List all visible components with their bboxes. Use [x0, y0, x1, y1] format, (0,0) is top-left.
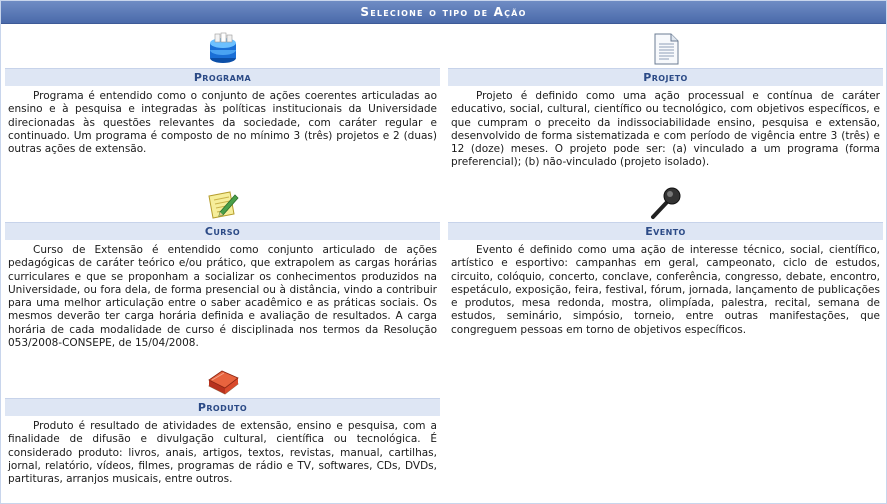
- action-evento[interactable]: [448, 182, 883, 337]
- action-title[interactable]: Projeto: [448, 68, 883, 86]
- action-title[interactable]: Produto: [5, 398, 440, 416]
- microphone-icon[interactable]: [448, 182, 883, 220]
- action-curso[interactable]: [5, 182, 440, 350]
- action-description: Curso de Extensão é entendido como conjunto articulado de ações pedagógicas de caráter teórico e/ou prático, que extrapolem as cargas horárias curriculares e que se proponham a socializar os conhecimentos produzidos na Universidade, ou fora dela, de forma presencial ou à distância, vindo a contribuir para uma melhor articulação entre o saber acadêmico e as práticas sociais. Os mesmos deverão ter carga horária definida e avaliação de resultados. A carga horária de cada modalidade de curso é disciplinada nos termos da Resolução 053/2008-CONSEPE, de 15/04/2008.: [8, 244, 437, 350]
- document-icon[interactable]: [448, 28, 883, 66]
- action-title[interactable]: Programa: [5, 68, 440, 86]
- book-icon[interactable]: [5, 358, 440, 396]
- action-title[interactable]: Evento: [448, 222, 883, 240]
- panel-header: Selecione o tipo de Ação: [1, 1, 886, 24]
- action-description: Evento é definido como uma ação de interesse técnico, social, científico, artístico e esportivo: campanhas em geral, campeonato, ciclo de estudos, circuito, colóquio, concerto, conclave, conferência, congresso, debate, encontro, espetáculo, exposição, feira, festival, fórum, jornada, lançamento de publicações e produtos, mesa redonda, mostra, olimpíada, palestra, recital, semana de estudos, seminário, simpósio, torneio, entre outras manifestações, que congreguem pessoas em torno de objetivos específicos.: [451, 244, 880, 336]
- notepad-pencil-icon[interactable]: [5, 182, 440, 220]
- action-projeto[interactable]: [448, 28, 883, 170]
- database-stack-icon[interactable]: [5, 28, 440, 66]
- action-title[interactable]: Curso: [5, 222, 440, 240]
- action-description: Produto é resultado de atividades de extensão, ensino e pesquisa, com a finalidade de difusão e divulgação cultural, científica ou tecnológica. É considerado produto: livros, anais, artigos, textos, revistas, manual, cartilhas, jornal, relatório, vídeos, filmes, programas de rádio e TV, softwares, CDs, DVDs, partituras, arranjos musicais, entre outros.: [8, 420, 437, 486]
- action-description: Programa é entendido como o conjunto de ações coerentes articuladas ao ensino e à pesquisa e integradas às políticas institucionais da Universidade direcionadas às questões relevantes da sociedade, com caráter regular e continuado. Um programa é composto de no mínimo 3 (três) projetos e 2 (duas) outras ações de extensão.: [8, 90, 437, 156]
- action-produto[interactable]: [5, 358, 440, 486]
- action-description: Projeto é definido como uma ação processual e contínua de caráter educativo, social, cultural, científico ou tecnológico, com objetivos específicos, e que cumpram o preceito da indissociabilidade ensino, pesquisa e extensão, desenvolvido de forma sistematizada e com período de vigência entre 3 (três) e 12 (doze) meses. O projeto pode ser: (a) vinculado a um programa (forma preferencial); (b) não-vinculado (projeto isolado).: [451, 90, 880, 169]
- action-programa[interactable]: [5, 28, 440, 156]
